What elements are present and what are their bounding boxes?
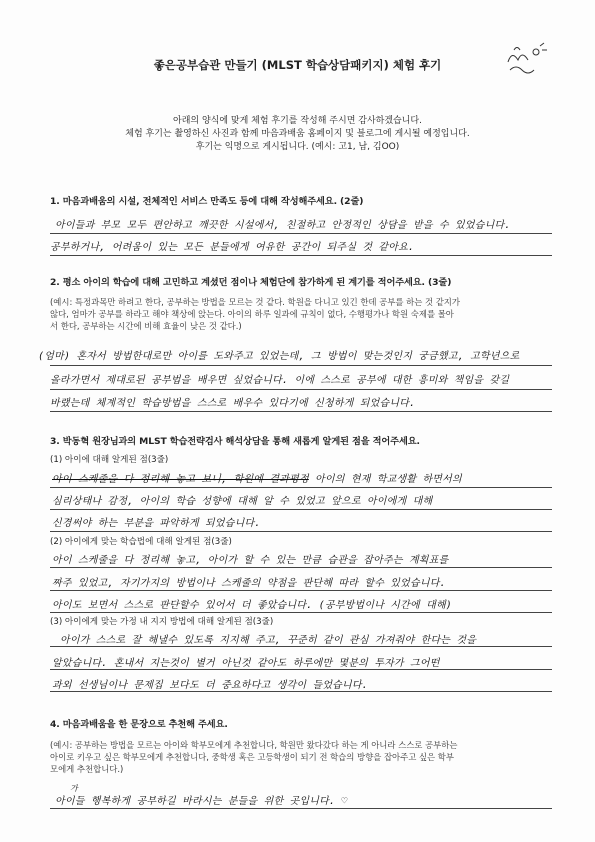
q3-sub3-answer-line: 알았습니다. 혼내서 지는것이 별거 아닌것 같아도 하루에만 몇분의 투자가 그어떤 <box>52 658 440 669</box>
answer-line <box>50 691 552 692</box>
q3-sub2-answer-line: 아이도 보면서 스스로 판단할수 있어서 더 좋았습니다. (공부방법이나 시간에 대해) <box>52 600 453 611</box>
intro-line: 후기는 익명으로 게시됩니다. (예시: 고1, 남, 김OO) <box>195 142 400 152</box>
q2-answer-line: 올라가면서 제대로된 공부법을 배우면 싶었습니다. 이에 스스로 공부에 대한 흥미와 책임을 갖길 <box>50 375 510 386</box>
q3-sub2-answer-line: 짜주 있었고, 자기가지의 방법이나 스케줄의 약점을 판단해 따라 할수 있었습니다. <box>52 578 446 589</box>
answer-line <box>50 255 552 256</box>
intro-text <box>0 115 595 154</box>
q3-sub1-label: (1) 아이에 대해 알게된 점(3줄) <box>50 455 169 465</box>
q2-answer-line: (엄마) 혼자서 방법한대로만 아이를 도와주고 있었는데, 그 방법이 맞는것인지 궁금했고, 고학년으로 <box>38 351 520 362</box>
answer-line <box>50 669 552 670</box>
q3-sub3-answer-line: 과외 선생님이나 문제집 보다도 더 중요하다고 생각이 들었습니다. <box>52 680 368 691</box>
example-line: (예시: 공부하는 방법을 모르는 아이와 학부모에게 추천합니다, 학원만 왔다갔다 하는 게 아니라 스스로 공부하는 <box>50 740 458 750</box>
q3-sub1-answer-line <box>52 492 432 507</box>
example-line: (예시: 특정과목만 하려고 한다, 공부하는 방법을 모르는 것 같다. 학원을 다니고 있긴 한데 공부를 하는 것 같지가 <box>50 297 460 307</box>
answer-line <box>50 365 552 366</box>
answer-line <box>50 567 552 568</box>
answer-line <box>50 808 552 809</box>
q2-answer-line: 바랬는데 체계적인 학습방법을 스스로 배우수 있다기에 신청하게 되었습니다. <box>50 398 416 409</box>
example-line: 않다, 엄마가 공부를 하라고 해야 책상에 앉는다. 아이의 하루 일과에 규칙이 없다, 수행평가나 학원 숙제를 몰아 <box>50 309 454 319</box>
q3-sub3-label: (3) 아이에게 맞는 가정 내 지지 방법에 대해 알게된 점(3줄) <box>50 617 274 627</box>
insertion-mark: 가 <box>70 784 78 793</box>
intro-line: 아래의 양식에 맞게 체험 후기를 작성해 주시면 감사하겠습니다. <box>173 116 422 126</box>
q3-sub3-answer-line: 아이가 스스로 잘 해낼수 있도록 지지해 주고, 꾸준히 같이 관심 가져줘야 한다는 것을 <box>60 635 477 646</box>
answer-line <box>50 233 552 234</box>
answer-line <box>50 531 552 532</box>
answer-text: 신경써야 하는 부분을 파악하게 되었습니다. <box>52 518 261 529</box>
q1-answer-line: 아이들과 부모 모두 편안하고 깨끗한 시설에서, 친절하고 안정적인 상담을 받을 수 있었습니다. <box>55 220 511 231</box>
stamp-logo <box>500 40 550 80</box>
answer-line <box>50 612 552 613</box>
q2-example <box>50 296 550 332</box>
example-line: 아이로 키우고 싶은 학부모에게 추천합니다, 중학생 혹은 고등학생이 되기 전 학습의 방향을 잡아주고 싶은 학부 <box>50 752 454 762</box>
example-line: 서 한다, 공부하는 시간에 비해 효율이 낮은 것 같다.) <box>50 321 242 331</box>
q3-sub1-answer-line <box>52 514 261 529</box>
q1-heading: 1. 마음과배움의 시설, 전체적인 서비스 만족도 등에 대해 작성해주세요. (2줄) <box>50 196 364 207</box>
answer-line <box>50 509 552 510</box>
answer-text: 아이의 현재 학교생활 하면서의 <box>308 474 462 485</box>
answer-line <box>50 646 552 647</box>
q3-sub2-label: (2) 아이에게 맞는 학습법에 대해 알게된 점(3줄) <box>50 537 232 547</box>
q3-heading: 3. 박동혁 원장님과의 MLST 학습전략검사 해석상담을 통해 새롭게 알게된 점을 적어주세요. <box>50 436 420 447</box>
q3-sub2-answer-line: 아이 스케줄을 다 정리해 놓고, 아이가 할 수 있는 만큼 습관을 잡아주는 계획표를 <box>52 555 449 566</box>
answer-line <box>50 389 552 390</box>
q1-answer-line: 공부하거나, 어려움이 있는 모든 분들에게 여유한 공간이 되주실 것 같아요. <box>50 242 415 253</box>
q4-answer: 아이들 행복하게 공부하길 바라시는 분들을 위한 곳입니다. ♡ <box>55 796 348 807</box>
answer-line <box>50 487 552 488</box>
answer-text: 심리상태나 감정, 아이의 학습 성향에 대해 알 수 있었고 앞으로 아이에게 대해 <box>52 496 433 507</box>
q4-example <box>50 739 550 775</box>
q3-sub1-answer-line <box>52 470 462 485</box>
page-title: 좋은공부습관 만들기 (MLST 학습상담패키지) 체험 후기 <box>153 58 442 72</box>
q4-heading: 4. 마음과배움을 한 문장으로 추천해 주세요. <box>50 719 228 730</box>
q2-heading: 2. 평소 아이의 학습에 대해 고민하고 계셨던 점이나 체험단에 참가하게 된 계기를 적어주세요. (3줄) <box>50 277 452 288</box>
struck-text: 아이 스케줄을 다 정리해 놓고 보니, 학원에 결과평정 <box>52 474 309 485</box>
example-line: 모에게 추천합니다.) <box>50 764 124 774</box>
intro-line: 체험 후기는 촬영하신 사진과 함께 마음과배움 홈페이지 및 블로그에 게시될 예정입니다. <box>125 129 470 139</box>
answer-line <box>50 411 552 412</box>
answer-line <box>50 590 552 591</box>
